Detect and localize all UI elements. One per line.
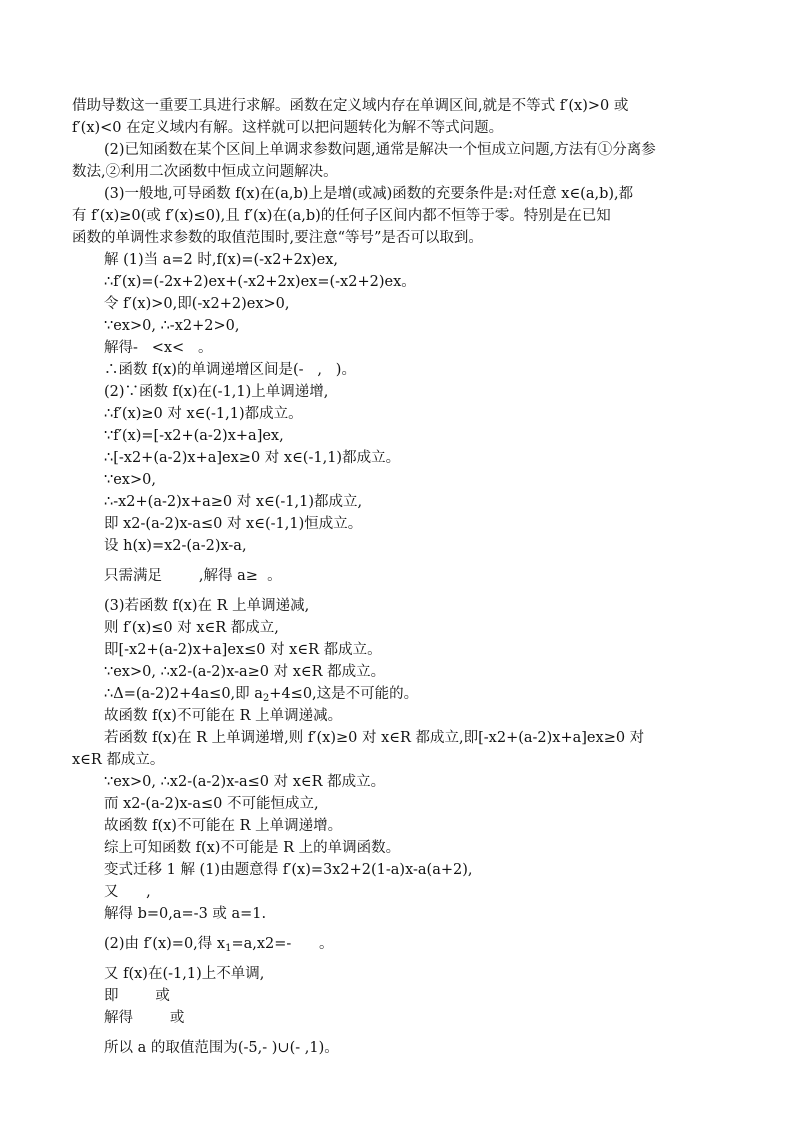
text-line: ∴Δ=(a-2)2+4a≤0,即 $a_2+4\le 0$,这是不可能的。 bbox=[104, 686, 419, 704]
text-line: 数法,②利用二次函数中恒成立问题解决。 bbox=[72, 164, 338, 180]
text-line: 变式迁移 1 解 (1)由题意得 f′(x)=3x2+2(1-a)x-a(a+2), bbox=[104, 862, 473, 878]
text-line: ∴f′(x)=(-2x+2)ex+(-x2+2x)ex=(-x2+2)ex。 bbox=[104, 274, 416, 290]
text-line: (3)一般地,可导函数 f(x)在(a,b)上是增(或减)函数的充要条件是:对任意 x∈(a,b),都 bbox=[104, 186, 634, 202]
text-line: 所以 a 的取值范围为(-5,- )∪(- ,1)。 bbox=[104, 1040, 339, 1056]
text-line: 解 (1)当 a=2 时,f(x)=(-x2+2x)ex, bbox=[104, 252, 339, 268]
text-line: 故函数 f(x)不可能在 R 上单调递增。 bbox=[104, 818, 343, 834]
text-line: 解得 b=0,a=-3 或 a=1. bbox=[104, 906, 267, 922]
text-line: 解得- <x< 。 bbox=[104, 340, 213, 356]
text-line: ∴f′(x)≥0 对 x∈(-1,1)都成立。 bbox=[104, 406, 303, 422]
text-line: 又 f(x)在(-1,1)上不单调, bbox=[104, 966, 265, 982]
text-line: x∈R 都成立。 bbox=[72, 752, 165, 768]
text-line: 若函数 f(x)在 R 上单调递增,则 f′(x)≥0 对 x∈R 都成立,即[-x2+(a-2)x+a]ex≥0 对 bbox=[104, 730, 645, 746]
text-line: ∴-x2+(a-2)x+a≥0 对 x∈(-1,1)都成立, bbox=[104, 494, 363, 510]
text-line: (2)由 f′(x)=0,得 $x_1=a,x2=-$ 。 bbox=[104, 936, 334, 954]
text-line: 令 f′(x)>0,即(-x2+2)ex>0, bbox=[104, 296, 290, 312]
text-line: 故函数 f(x)不可能在 R 上单调递减。 bbox=[104, 708, 343, 724]
text-line: 借助导数这一重要工具进行求解。函数在定义域内存在单调区间,就是不等式 f′(x)>0 或 bbox=[72, 98, 629, 114]
text-line: 设 h(x)=x2-(a-2)x-a, bbox=[104, 538, 247, 554]
text-line: ∵ex>0, ∴-x2+2>0, bbox=[104, 318, 240, 334]
text-line: (2)已知函数在某个区间上单调求参数问题,通常是解决一个恒成立问题,方法有①分离参 bbox=[104, 142, 656, 158]
text-line: 又 , bbox=[104, 884, 151, 900]
text-line: 而 x2-(a-2)x-a≤0 不可能恒成立, bbox=[104, 796, 319, 812]
text-line: 则 f′(x)≤0 对 x∈R 都成立, bbox=[104, 620, 279, 636]
text-line: 综上可知函数 f(x)不可能是 R 上的单调函数。 bbox=[104, 840, 401, 856]
text-line: ∵f′(x)=[-x2+(a-2)x+a]ex, bbox=[104, 428, 284, 444]
text-line: ∵ex>0, ∴x2-(a-2)x-a≥0 对 x∈R 都成立。 bbox=[104, 664, 386, 680]
text-line: ∵ex>0, ∴x2-(a-2)x-a≤0 对 x∈R 都成立。 bbox=[104, 774, 386, 790]
text-line: ∵ex>0, bbox=[104, 472, 156, 488]
text-line: ∴函数 f(x)的单调递增区间是(- , )。 bbox=[104, 362, 356, 378]
text-line: 只需满足 ,解得 a≥ 。 bbox=[104, 568, 282, 584]
text-line: (3)若函数 f(x)在 R 上单调递减, bbox=[104, 598, 310, 614]
text-line: (2)∵函数 f(x)在(-1,1)上单调递增, bbox=[104, 384, 329, 400]
text-line: 有 f′(x)≥0(或 f′(x)≤0),且 f′(x)在(a,b)的任何子区间内都不恒等于零。特别是在已知 bbox=[72, 208, 611, 224]
text-line: f′(x)<0 在定义域内有解。这样就可以把问题转化为解不等式问题。 bbox=[72, 120, 504, 136]
text-line: 即 或 bbox=[104, 988, 170, 1004]
text-line: 解得 或 bbox=[104, 1010, 185, 1026]
text-line: ∴[-x2+(a-2)x+a]ex≥0 对 x∈(-1,1)都成立。 bbox=[104, 450, 401, 466]
text-line: 函数的单调性求参数的取值范围时,要注意“等号”是否可以取到。 bbox=[72, 230, 483, 246]
text-line: 即[-x2+(a-2)x+a]ex≤0 对 x∈R 都成立。 bbox=[104, 642, 382, 658]
text-line: 即 x2-(a-2)x-a≤0 对 x∈(-1,1)恒成立。 bbox=[104, 516, 363, 532]
